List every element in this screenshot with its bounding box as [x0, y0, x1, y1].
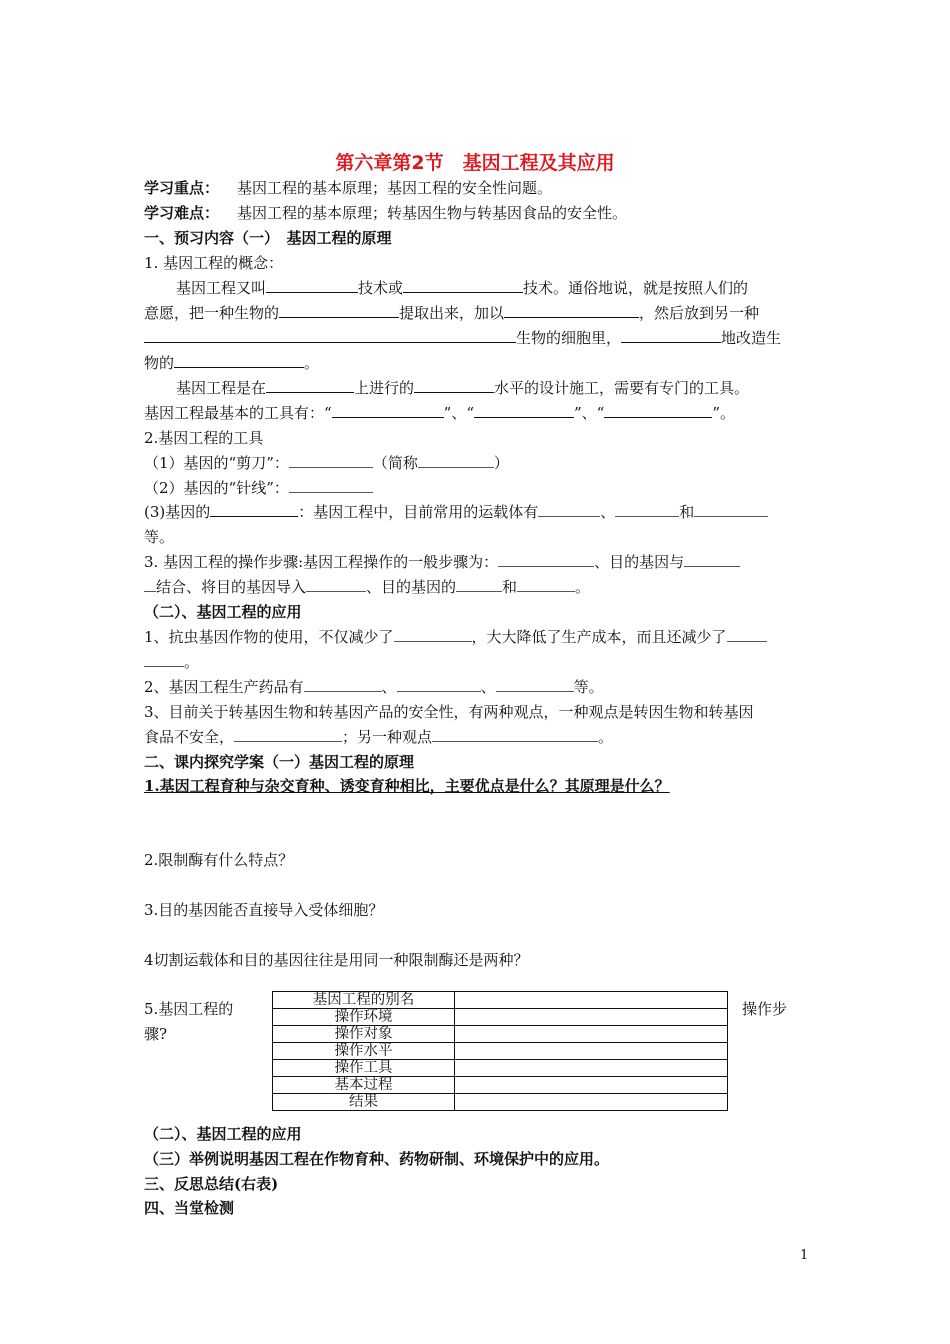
table-row-label: 操作工具	[273, 1060, 455, 1077]
tool-scissors: （1）基因的“剪刀”： （简称 ）	[144, 454, 509, 472]
table-row-label: 操作环境	[273, 1009, 455, 1026]
difficult-points	[144, 203, 627, 223]
explore-q5: 5.基因工程的	[144, 1000, 234, 1018]
preview-line-4: 物的 。	[144, 354, 320, 372]
preview-line-6: 基因工程最基本的工具有：“ ”、“ ”、“ ”。	[144, 404, 736, 422]
preview-q1: 1. 基因工程的概念：	[144, 254, 284, 272]
key-points-text: 基因工程的基本原理；基因工程的安全性问题。	[237, 179, 553, 197]
page-number: 1	[800, 1248, 809, 1263]
table-row-label: 结果	[273, 1094, 455, 1111]
preview-q2: 2.基因工程的工具	[144, 429, 264, 447]
table-row	[273, 1043, 728, 1060]
tool-vector-end: 等。	[144, 528, 175, 546]
table-row	[273, 1026, 728, 1043]
summary-table	[272, 991, 728, 1111]
preview-line-2: 意愿，把一种生物的 提取出来，加以 ，然后放到另一种	[144, 304, 760, 322]
application-heading: （二）、基因工程的应用	[144, 603, 302, 621]
explore-q5-side: 操作步	[742, 1000, 788, 1018]
tail-heading-1: （二）、基因工程的应用	[144, 1125, 302, 1143]
table-row	[273, 1009, 728, 1026]
table-row-label: 基本过程	[273, 1077, 455, 1094]
tool-vector: (3)基因的 ：基因工程中，目前常用的运载体有 、 和	[144, 502, 768, 522]
table-row	[273, 1060, 728, 1077]
page-title: 第六章第2节 基因工程及其应用	[335, 152, 615, 174]
table-row-label: 操作水平	[273, 1043, 455, 1060]
table-row-answer[interactable]	[455, 1094, 728, 1111]
application-a3-cont: 食品不安全， ；另一种观点 。	[144, 728, 614, 746]
key-points-label: 学习重点：	[144, 179, 220, 197]
difficult-points-label: 学习难点：	[144, 204, 220, 222]
difficult-points-text: 基因工程的基本原理；转基因生物与转基因食品的安全性。	[237, 204, 628, 222]
table-row	[273, 1094, 728, 1111]
explore-q4: 4切割运载体和目的基因往往是用同一种限制酶还是两种？	[144, 951, 529, 969]
table-row-label: 操作对象	[273, 1026, 455, 1043]
preview-heading: 一、预习内容（一） 基因工程的原理	[144, 229, 392, 247]
table-row-answer[interactable]	[455, 1043, 728, 1060]
table-row-answer[interactable]	[455, 1077, 728, 1094]
explore-q5-cont: 骤?	[144, 1025, 168, 1043]
preview-line-3: 生物的细胞里， 地改造生	[144, 328, 781, 348]
application-a3: 3、目前关于转基因生物和转基因产品的安全性，有两种观点，一种观点是转因生物和转基因	[144, 703, 754, 721]
table-row-answer[interactable]	[455, 992, 728, 1009]
explore-q1: 1.基因工程育种与杂交育种、诱变育种相比，主要优点是什么？其原理是什么？	[144, 777, 670, 795]
table-row-answer[interactable]	[455, 1026, 728, 1043]
preview-line-5: 基因工程是在 上进行的 水平的设计施工，需要有专门的工具。	[176, 379, 750, 397]
application-a1: 1、抗虫基因作物的使用，不仅减少了 ，大大降低了生产成本，而且还减少了	[144, 627, 767, 647]
table-row-answer[interactable]	[455, 1009, 728, 1026]
key-points	[144, 178, 552, 198]
tail-heading-3: 三、反思总结(右表)	[144, 1175, 279, 1193]
explore-q2: 2.限制酶有什么特点？	[144, 851, 294, 869]
tail-heading-2: （三）举例说明基因工程在作物育种、药物研制、环境保护中的应用。	[144, 1150, 610, 1168]
table-row	[273, 1077, 728, 1094]
application-a1-cont: 。	[144, 652, 199, 672]
tail-heading-4: 四、当堂检测	[144, 1199, 235, 1217]
table-row-answer[interactable]	[455, 1060, 728, 1077]
explore-q3: 3.目的基因能否直接导入受体细胞？	[144, 901, 384, 919]
table-row	[273, 992, 728, 1009]
explore-heading: 二、课内探究学案（一）基因工程的原理	[144, 753, 415, 771]
tool-needle: （2）基因的“针线”：	[144, 478, 373, 498]
table-row-label: 基因工程的别名	[273, 992, 455, 1009]
application-a2: 2、基因工程生产药品有 、 、 等。	[144, 678, 604, 696]
preview-q3-cont: 结合、将目的基因导入 、目的基因的 和 。	[144, 577, 590, 597]
preview-line-1: 基因工程又叫 技术或 技术。通俗地说，就是按照人们的	[176, 279, 749, 297]
preview-q3: 3. 基因工程的操作步骤:基因工程操作的一般步骤为： 、目的基因与	[144, 552, 740, 572]
